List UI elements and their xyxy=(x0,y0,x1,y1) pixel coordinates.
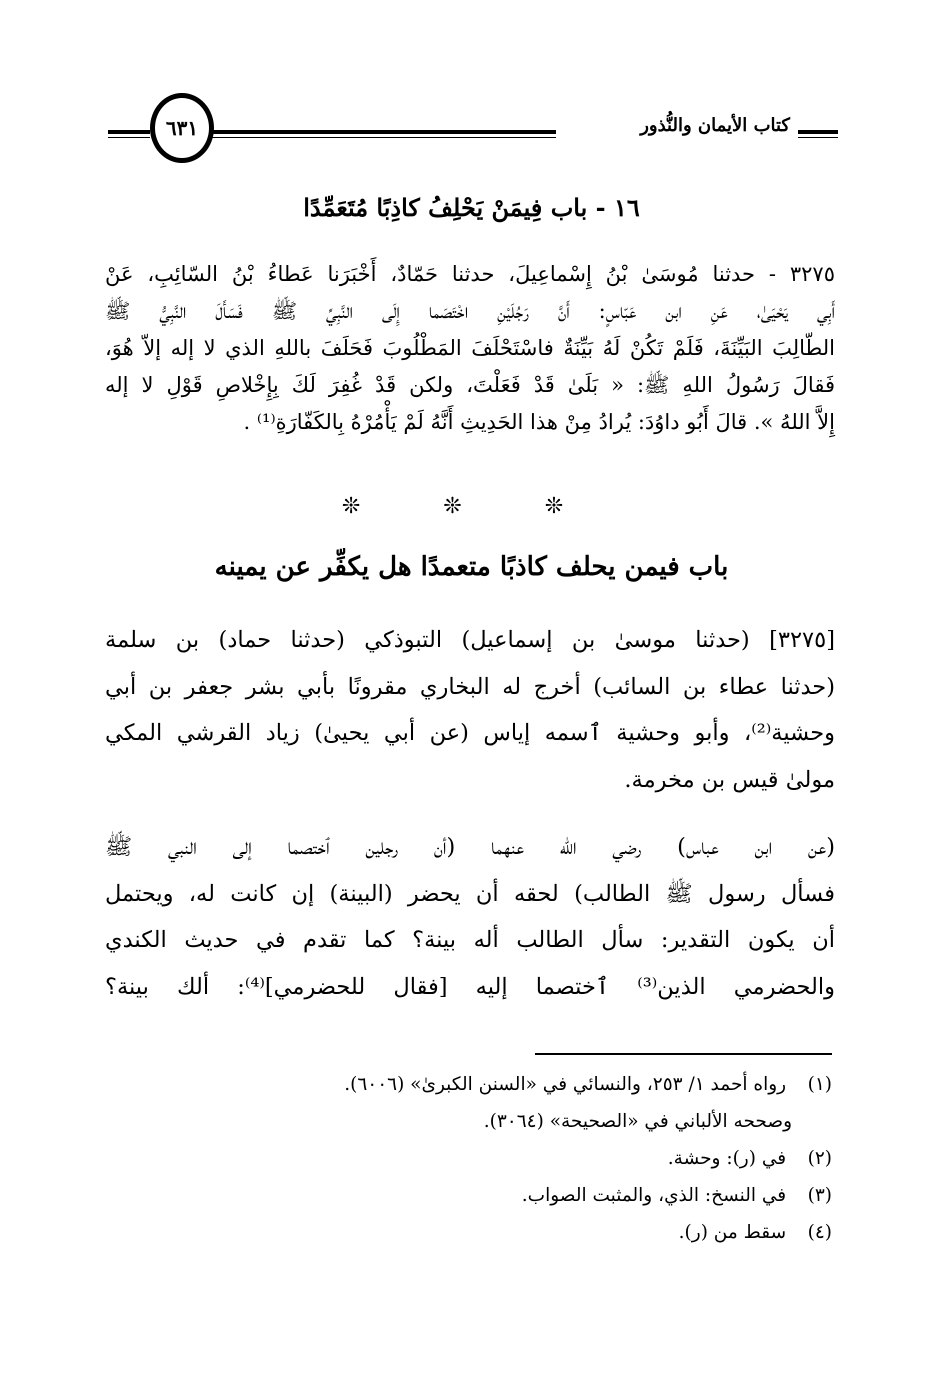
header-rule xyxy=(108,130,150,134)
hadith-line: أَبِي يَحْيَىٰ، عَنِ ابن عَبّاسٍ: أَنَّ رَجُلَيْنِ اخْتَصَما إِلَى النَّبِيِّ ﷺ فَسَأَلَ النَّبِيُّ ﷺ xyxy=(105,299,835,323)
commentary-line: وحشية⁽²⁾، وأبو وحشية ٱسمه إياس (عن أبي يحيىٰ) زياد القرشي المكي xyxy=(105,720,835,746)
footnote-number: (٣) xyxy=(807,1185,832,1206)
section-separator: ❊ ❊ ❊ xyxy=(341,494,602,519)
commentary-line: فسأل رسول ﷺ الطالب) لحقه أن يحضر (البينة) إن كانت له، ويحتمل xyxy=(105,880,835,907)
footnote-text: رواه أحمد ١/ ٢٥٣، والنسائي في «السنن الكبرىٰ» (٦٠٠٦). xyxy=(344,1074,787,1095)
hadith-line: إِلاَّ اللهُ ». قالَ أَبُو داوُدَ: يُرادُ مِنْ هذا الحَدِيثِ أَنَّهُ لَمْ يَأْمُرْهُ بِالكَفّارَةِ⁽¹⁾ . xyxy=(243,410,835,434)
footnote xyxy=(100,1214,832,1251)
footnote-text: وصححه الألباني في «الصحيحة» (٣٠٦٤). xyxy=(483,1111,792,1132)
hadith-line: الطّالِبَ البَيِّنَةَ، فَلَمْ تَكُنْ لَهُ بَيِّنَةٌ فاسْتَحْلَفَ المَطْلُوبَ فَحَلَفَ باللهِ الذي لا إله إلاّ هُوَ، xyxy=(105,336,835,360)
header-rule xyxy=(108,137,150,138)
footnote-text: في النسخ: الذي، والمثبت الصواب. xyxy=(521,1185,787,1206)
header-rule xyxy=(798,137,838,138)
footnote-text: سقط من (ر). xyxy=(678,1222,787,1243)
commentary-line: مولىٰ قيس بن مخرمة. xyxy=(624,766,835,793)
page-header xyxy=(108,93,838,171)
header-rule xyxy=(798,130,838,134)
footnote-text: في (ر): وحشة. xyxy=(667,1148,787,1169)
footnote xyxy=(100,1177,832,1214)
running-title: كتاب الأيمان والنُّذور xyxy=(640,115,790,136)
footnote-number: (١) xyxy=(807,1074,832,1095)
header-rule xyxy=(208,137,556,138)
hadith-line: ٣٢٧٥ - حدثنا مُوسَىٰ بْنُ إِسْماعِيلَ، حدثنا حَمّادٌ، أَخْبَرَنا عَطاءُ بْنُ السّائِبِ، عَنْ xyxy=(105,262,835,286)
page-number: ٦٣١ xyxy=(150,93,214,163)
commentary-paragraph-2 xyxy=(105,824,835,1010)
hadith-line: فَقالَ رَسُولُ اللهِ ﷺ: « بَلَىٰ قَدْ فَعَلْتَ، ولكن قَدْ غُفِرَ لَكَ بِإِخْلاصِ قَوْلِ لا إله xyxy=(105,373,835,397)
footnote-continuation xyxy=(100,1103,832,1140)
commentary-line: (عن ابن عباس) رضي الله عنهما (أن رجلين ٱختصما إلى النبي ﷺ xyxy=(105,834,835,860)
footnotes xyxy=(100,1066,832,1251)
commentary-line: (حدثنا عطاء بن السائب) أخرج له البخاري مقرونًا بأبي بشر جعفر بن أبي xyxy=(105,673,835,700)
footnote xyxy=(100,1140,832,1177)
commentary-paragraph-1 xyxy=(105,617,835,803)
chapter-heading: ١٦ - باب فِيمَنْ يَحْلِفُ كاذِبًا مُتَعَمِّدًا xyxy=(303,193,640,222)
footnote-separator xyxy=(535,1053,832,1055)
footnote-number: (٤) xyxy=(807,1222,832,1243)
commentary-heading: باب فيمن يحلف كاذبًا متعمدًا هل يكفِّر عن يمينه xyxy=(214,552,729,582)
header-rule xyxy=(208,130,556,134)
hadith-text xyxy=(105,256,835,441)
footnote-number: (٢) xyxy=(807,1148,832,1169)
footnote xyxy=(100,1066,832,1103)
commentary-line: والحضرمي الذين⁽³⁾ ٱختصما إليه [فقال للحضرمي]⁽⁴⁾: ألك بينة؟ xyxy=(105,973,836,1000)
commentary-line: أن يكون التقدير: سأل الطالب أله بينة؟ كما تقدم في حديث الكندي xyxy=(105,927,835,953)
commentary-line: [٣٢٧٥] (حدثنا موسىٰ بن إسماعيل) التبوذكي (حدثنا حماد) بن سلمة xyxy=(105,627,835,653)
